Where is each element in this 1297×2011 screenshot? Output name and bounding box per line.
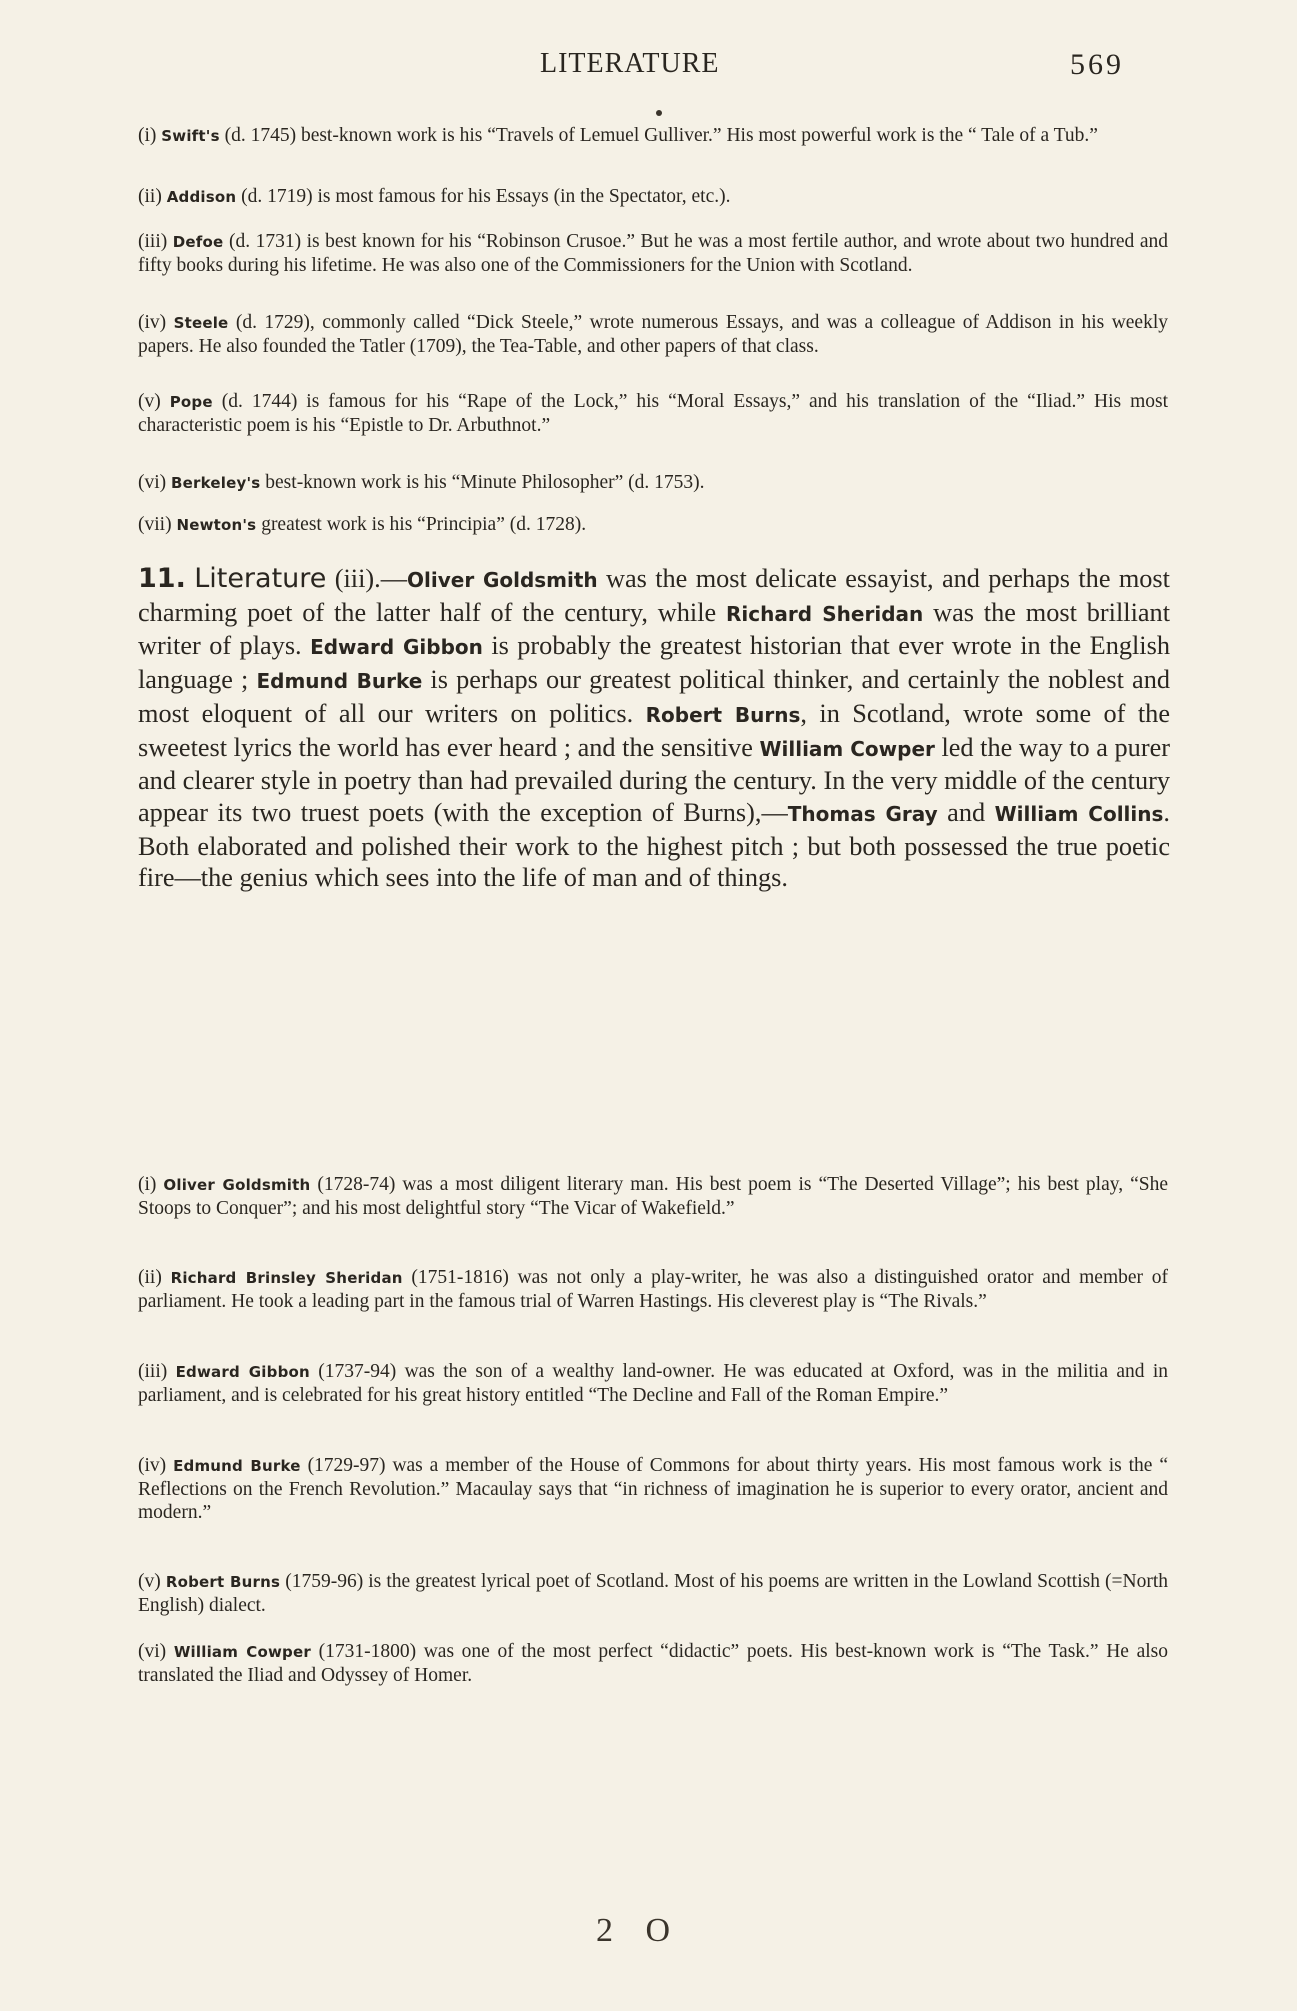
printer-dot — [656, 110, 662, 116]
note-cowper: (vi) William Cowper (1731-1800) was one of the most perfect “didactic” poets. His best-known work is “The Task.” He also translated the Iliad and Odyssey of Homer. — [138, 1641, 1169, 1686]
note-burns: (v) Robert Burns (1759-96) is the greatest lyrical poet of Scotland. Most of his poems are written in the Lowland Scottish (=North English) dialect. — [138, 1571, 1169, 1616]
section-title: Literature — [194, 563, 327, 594]
note-newton: (vii) Newton's greatest work is his “Principia” (d. 1728). — [138, 514, 587, 535]
section-11-paragraph: 11. Literature (iii).—Oliver Goldsmith was the most delicate essayist, and perhaps the most charming poet of the latter half of the century, while Richard Sheridan was the most brilliant writer of plays. Edward Gibbon is probably the greatest historian that ever wrote in the English language ; Edmund Burke is perhaps our greatest political thinker, and certainly the noblest and most eloquent of all our writers on politics. Robert Burns, in Scotland, wrote some of the sweetest lyrics the world has ever heard ; and the sensitive William Cowper led the way to a purer and clearer style in poetry than had prevailed during the century. In the very middle of the century appear its two truest poets (with the exception of Burns),—Thomas Gray and William Collins. Both elaborated and polished their work to the highest pitch ; but both possessed the true poetic fire—the genius which sees into the life of man and of things. — [138, 563, 1171, 893]
page-number: 569 — [1070, 48, 1124, 81]
section-number: 11. — [138, 563, 186, 594]
note-berkeley: (vi) Berkeley's best-known work is his “Minute Philosopher” (d. 1753). — [138, 472, 705, 493]
note-gibbon: (iii) Edward Gibbon (1737-94) was the son of a wealthy land-owner. He was educated at Oxford, was in the militia and in parliament, and is celebrated for his great history entitled “The Decline and Fall of the Roman Empire.” — [138, 1361, 1168, 1406]
note-defoe: (iii) Defoe (d. 1731) is best known for his “Robinson Crusoe.” But he was a most fertile author, and wrote about two hundred and fifty books during his lifetime. He was also one of the Commissioners for the Union with Scotland. — [138, 231, 1168, 276]
note-swift: (i) Swift's (d. 1745) best-known work is his “Travels of Lemuel Gulliver.” His most powerful work is the “ Tale of a Tub.” — [138, 125, 1098, 146]
note-steele: (iv) Steele (d. 1729), commonly called “Dick Steele,” wrote numerous Essays, and was a colleague of Addison in his weekly papers. He also founded the Tatler (1709), the Tea-Table, and other papers of that class. — [138, 312, 1168, 357]
running-head: LITERATURE — [540, 48, 720, 79]
note-pope: (v) Pope (d. 1744) is famous for his “Rape of the Lock,” his “Moral Essays,” and his translation of the “Iliad.” His most characteristic poem is his “Epistle to Dr. Arbuthnot.” — [138, 391, 1169, 436]
page-header — [0, 48, 1297, 88]
note-goldsmith: (i) Oliver Goldsmith (1728-74) was a most diligent literary man. His best poem is “The Deserted Village”; his best play, “She Stoops to Conquer”; and his most delightful story “The Vicar of Wakefield.” — [138, 1174, 1168, 1219]
signature-mark: 2 O — [596, 1912, 683, 1949]
note-burke: (iv) Edmund Burke (1729-97) was a member of the House of Commons for about thirty years. His most famous work is the “ Reflections on the French Revolution.” Macaulay says that “in richness of imagination he is superior to every orator, ancient and modern.” — [138, 1455, 1168, 1523]
note-addison: (ii) Addison (d. 1719) is most famous for his Essays (in the Spectator, etc.). — [138, 186, 731, 207]
note-sheridan: (ii) Richard Brinsley Sheridan (1751-1816) was not only a play-writer, he was also a distinguished orator and member of parliament. He took a leading part in the famous trial of Warren Hastings. His cleverest play is “The Rivals.” — [138, 1267, 1168, 1312]
